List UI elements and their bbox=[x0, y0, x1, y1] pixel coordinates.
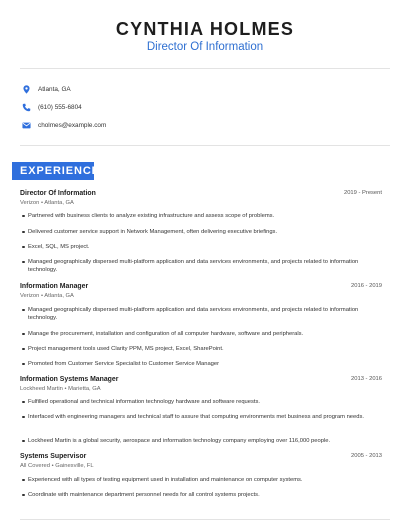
bullet-dot bbox=[22, 309, 25, 312]
job-title: Information Manager bbox=[20, 283, 89, 290]
contact-email bbox=[22, 119, 106, 131]
bullet-text: Delivered customer service support in Network Management, often delivering executive briefings. bbox=[28, 229, 278, 235]
job-bullet bbox=[22, 413, 367, 421]
bullet-dot bbox=[22, 333, 25, 336]
bullet-text: Experienced with all types of testing equipment used in installation and maintenance on computer systems. bbox=[28, 477, 303, 483]
job-bullet bbox=[22, 345, 367, 353]
job-company: Lockheed Martin • Marietta, GA bbox=[20, 386, 101, 392]
job-bullet bbox=[22, 437, 367, 445]
location-text: Atlanta, GA bbox=[38, 85, 71, 93]
job-company: All Covered • Gainesville, FL bbox=[20, 463, 94, 469]
bullet-text: Managed geographically dispersed multi-platform application and data services environments, and projects related to information technology. bbox=[28, 307, 359, 321]
job-bullet bbox=[22, 243, 367, 251]
job-bullet bbox=[22, 476, 367, 484]
candidate-name: CYNTHIA HOLMES bbox=[115, 19, 295, 39]
job-bullet bbox=[22, 491, 367, 499]
bullet-text: Managed geographically dispersed multi-platform application and data services environments, and projects related to information technology. bbox=[28, 259, 359, 273]
job-dates: 2005 - 2013 bbox=[351, 453, 382, 459]
bullet-dot bbox=[22, 494, 25, 497]
candidate-title: Director Of Information bbox=[146, 41, 264, 53]
job-company: Verizon • Atlanta, GA bbox=[20, 293, 74, 299]
bullet-text: Fulfilled operational and technical information technology hardware and software requests. bbox=[28, 399, 261, 405]
bullet-text: Interfaced with engineering managers and technical staff to assure that computing environments met business and program needs. bbox=[28, 414, 364, 420]
job-bullet bbox=[22, 306, 367, 322]
bullet-text: Manage the procurement, installation and configuration of all computer hardware, software and peripherals. bbox=[28, 331, 304, 337]
contact-phone bbox=[22, 101, 82, 113]
phone-text: (610) 555-6804 bbox=[38, 103, 82, 111]
contact-divider bbox=[20, 145, 390, 146]
email-icon bbox=[22, 121, 31, 130]
email-text: cholmes@example.com bbox=[38, 121, 107, 129]
job-dates: 2013 - 2016 bbox=[351, 376, 382, 382]
location-pin-icon bbox=[22, 85, 31, 94]
job-company: Verizon • Atlanta, GA bbox=[20, 200, 74, 206]
contact-location bbox=[22, 83, 71, 95]
job-bullet bbox=[22, 398, 367, 406]
phone-icon bbox=[22, 103, 31, 112]
bullet-dot bbox=[22, 401, 25, 404]
bullet-dot bbox=[22, 215, 25, 218]
bullet-text: Project management tools used Clarity PPM, MS project, Excel, SharePoint. bbox=[28, 346, 224, 352]
header-divider bbox=[20, 68, 390, 69]
bullet-text: Partnered with business clients to analyze existing infrastructure and assess scope of problems. bbox=[28, 213, 275, 219]
bullet-dot bbox=[22, 479, 25, 482]
job-bullet bbox=[22, 360, 367, 368]
bullet-text: Lockheed Martin is a global security, aerospace and information technology company employing over 116,000 people. bbox=[28, 438, 331, 444]
job-bullet bbox=[22, 330, 367, 338]
bullet-dot bbox=[22, 363, 25, 366]
job-bullet bbox=[22, 212, 367, 220]
job-dates: 2016 - 2019 bbox=[351, 283, 382, 289]
bullet-dot bbox=[22, 416, 25, 419]
bullet-text: Coordinate with maintenance department personnel needs for all control systems projects. bbox=[28, 492, 260, 498]
job-title: Systems Supervisor bbox=[20, 453, 87, 460]
job-title: Information Systems Manager bbox=[20, 376, 119, 383]
job-dates: 2019 - Present bbox=[343, 190, 382, 196]
footer-divider bbox=[20, 519, 390, 520]
experience-heading: EXPERIENCE bbox=[12, 162, 94, 180]
job-title: Director Of Information bbox=[20, 190, 96, 197]
bullet-dot bbox=[22, 348, 25, 351]
bullet-text: Promoted from Customer Service Specialist to Customer Service Manager bbox=[28, 361, 220, 367]
job-bullet bbox=[22, 258, 367, 274]
job-bullet bbox=[22, 228, 367, 236]
bullet-text: Excel, SQL, MS project. bbox=[28, 244, 90, 250]
bullet-dot bbox=[22, 440, 25, 443]
bullet-dot bbox=[22, 231, 25, 234]
bullet-dot bbox=[22, 246, 25, 249]
bullet-dot bbox=[22, 261, 25, 264]
